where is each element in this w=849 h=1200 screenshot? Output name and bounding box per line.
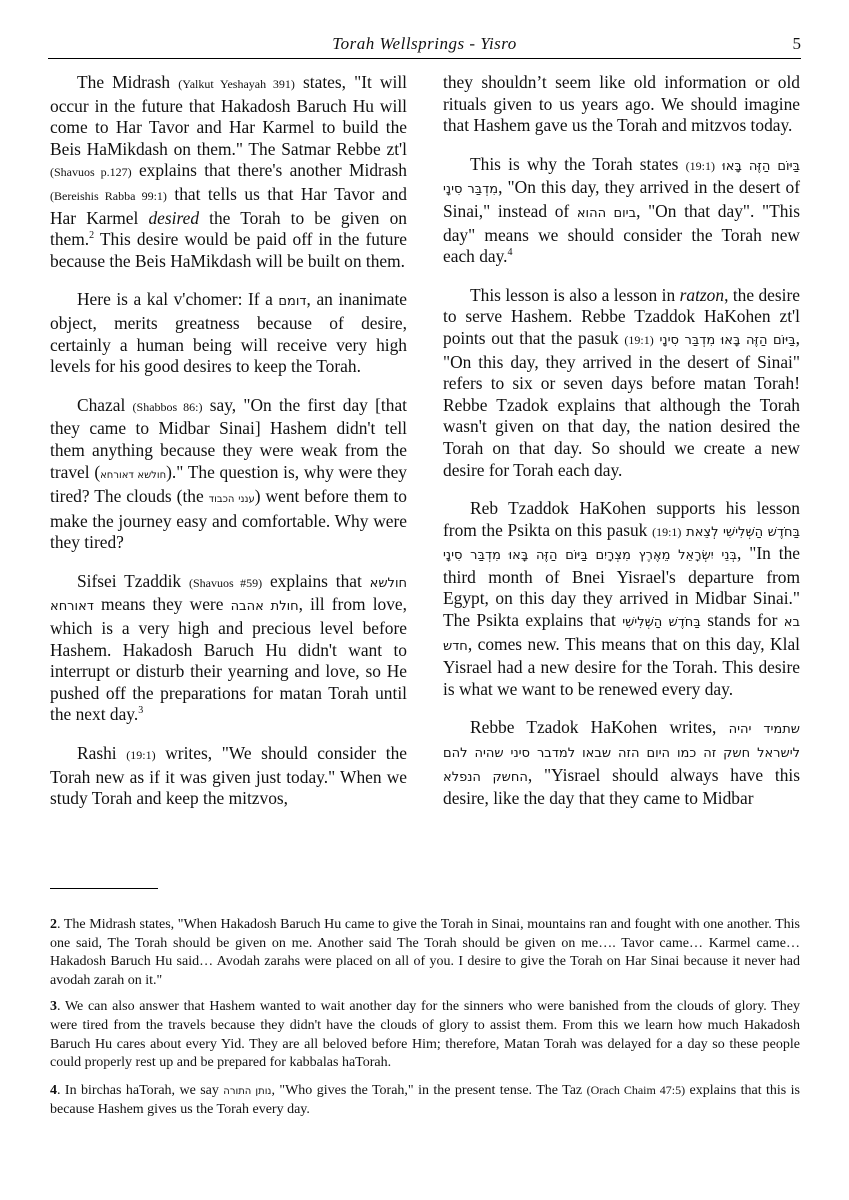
citation: (Yalkut Yeshayah 391) xyxy=(178,77,295,91)
citation: (19:1) xyxy=(126,748,156,763)
hebrew-text: נותן התורה xyxy=(223,1085,272,1097)
running-header xyxy=(48,34,801,58)
footnotes xyxy=(50,916,800,1128)
page-number: 5 xyxy=(792,34,801,53)
hebrew-text: חולשא דאורחא xyxy=(50,575,407,615)
citation: (19:1) xyxy=(652,524,682,539)
hebrew-text: חולת אהבה xyxy=(230,599,299,615)
citation: (Shavuos p.127) xyxy=(50,165,132,180)
hebrew-text: בַּיּוֹם הַזֶּה בָּאוּ מִדְבַּר סִינָי xyxy=(659,332,796,348)
footnote-number: 3 xyxy=(50,999,57,1015)
hebrew-text: ביום ההוא xyxy=(576,205,637,221)
right-column xyxy=(443,72,800,827)
hebrew-text: ענני הכבוד xyxy=(208,494,255,506)
footnote-ref-2[interactable]: 2 xyxy=(89,230,95,242)
hebrew-text: בַּחֹדֶשׁ הַשְּׁלִישִׁי לְצֵאת בְּנֵי יִשְׂרָאֵל מֵאֶרֶץ מִצְרָיִם בַּיּוֹם הַזֶּה בָּאוּ מִדְבַּר סִינָי xyxy=(443,524,800,564)
citation: (Orach Chaim 47:5) xyxy=(586,1082,686,1097)
left-column xyxy=(50,72,407,827)
footnote-3: 3. We can also answer that Hashem wanted to wait another day for the sinners who were banished from the clouds of glory. They were tired from the travels because they didn't have the clouds of glory to assist them. From this we learn how much Hakadosh Baruch Hu cares about every Yid. They are all beloved before Him; therefore, Matan Torah was delayed for a day so these people could properly rest up and be prepared for kabbalas haTorah. xyxy=(50,999,800,1071)
footnote-2: 2. The Midrash states, "When Hakadosh Baruch Hu came to give the Torah in Sinai, mountains ran and fought with one another. This one said, The Torah should be given on me. Another said The Torah should be given on me…. Tavor came… Karmel came… Hakadosh Baruch Hu said… Avodah zarahs were placed on all of you. I desire to give the Torah on Har Sinai because it never had avodah zarah on it." xyxy=(50,917,800,988)
paragraph-continued: they shouldn’t seem like old information or old rituals given to us years ago. We should imagine that Hashem gave us the Torah and mitzvos today. xyxy=(443,72,800,136)
footnote-ref-4[interactable]: 4 xyxy=(507,247,513,259)
citation: (Shabbos 86:) xyxy=(132,399,203,414)
paragraph-tzadok-writes: Rebbe Tzadok HaKohen writes, שתמיד יהיה לישראל חשק זה כמו היום הזה שבאו למדבר סיני שהיה להם החשק הנפלא, "Yisrael should always have this desire, like the day that they came to Midbar xyxy=(443,717,800,809)
footnote-number: 4 xyxy=(50,1082,57,1098)
paragraph-chazal: Chazal (Shabbos 86:) say, "On the first day [that they came to Midbar Sinai] Hashem didn't tell them anything because they were weak from the travel (חולשא דאורחא)." The question is, why were they tired? The clouds (the ענני הכבוד) went before them to make the journey easy and comfortable. Why were they tired? xyxy=(50,394,407,553)
hebrew-text: בַּיּוֹם הַזֶּה בָּאוּ מִדְבַּר סִינָי xyxy=(443,158,800,198)
hebrew-text: חולשא דאורחא xyxy=(100,469,167,481)
footnote-4: 4. In birchas haTorah, we say נותן התורה, "Who gives the Torah," in the present tense. The Taz (Orach Chaim 47:5) explains that this is because Hashem gives us the Torah every day. xyxy=(50,1082,800,1118)
paragraph-ratzon: This lesson is also a lesson in ratzon, the desire to serve Hashem. Rebbe Tzaddok HaKohen zt'l points out that the pasuk (19:1) בַּיּוֹם הַזֶּה בָּאוּ מִדְבַּר סִינָי, "On this day, they arrived in the desert of Sinai" refers to six or seven days before matan Torah! Rebbe Tzadok explains that although the Torah wasn't given on that day, the nation desired the Torah on that day. So should we create a new desire for Torah each day. xyxy=(443,284,800,480)
paragraph-psikta: Reb Tzaddok HaKohen supports his lesson from the Psikta on this pasuk (19:1) בַּחֹדֶשׁ הַשְּׁלִישִׁי לְצֵאת בְּנֵי יִשְׂרָאֵל מֵאֶרֶץ מִצְרָיִם בַּיּוֹם הַזֶּה בָּאוּ מִדְבַּר סִינָי, "In the third month of Bnei Yisrael's departure from Egypt, on this day they arrived in Midbar Sinai." The Psikta explains that בַּחֹדֶשׁ הַשְּׁלִישִׁי stands for בא חדש, comes new. This means that on this day, Klal Yisrael had a new desire for the Torah. This desire is what we want to be renewed every day. xyxy=(443,498,800,699)
paragraph-kal-vchomer: Here is a kal v'chomer: If a דומם, an inanimate object, merits greatness because of desire, certainly a human being will receive very high levels for his good desires to keep the Torah. xyxy=(50,289,407,377)
paragraph-torah-states: This is why the Torah states (19:1) בַּיּוֹם הַזֶּה בָּאוּ מִדְבַּר סִינָי, "On this day, they arrived in the desert of Sinai," instead of ביום ההוא, "On that day". "This day" means we should consider the Torah new each day.$^4$ xyxy=(443,153,800,267)
hebrew-text: דומם xyxy=(278,294,307,310)
hebrew-text: שתמיד יהיה לישראל חשק זה כמו היום הזה שבאו למדבר סיני שהיה להם החשק הנפלא xyxy=(443,722,800,785)
footnote-ref-3[interactable]: 3 xyxy=(138,705,144,717)
header-rule xyxy=(48,58,801,59)
paragraph-rashi: Rashi (19:1) writes, "We should consider the Torah new as if it was given just today." When we study Torah and keep the mitzvos, xyxy=(50,743,407,809)
paragraph-sifsei-tzaddik: Sifsei Tzaddik (Shavuos #59) explains that חולשא דאורחא means they were חולת אהבה, ill from love, which is a very high and precious level before Hashem. Hakadosh Baruch Hu didn't want to interrupt or disturb their yearning and love, so He pushed off the preparations for matan Torah until the next day.$^3$ xyxy=(50,570,407,725)
emphasis: desired xyxy=(148,207,200,228)
citation: (19:1) xyxy=(624,332,654,347)
running-title: Torah Wellsprings - Yisro xyxy=(332,34,517,53)
footnote-number: 2 xyxy=(50,917,57,932)
citation: (19:1) xyxy=(685,158,715,173)
citation: (Bereishis Rabba 99:1) xyxy=(50,188,167,203)
citation: (Shavuos #59) xyxy=(188,575,263,590)
hebrew-text: בַּחֹדֶשׁ הַשְּׁלִישִׁי xyxy=(622,615,701,631)
paragraph-midrash: The Midrash (Yalkut Yeshayah 391) states, "It will occur in the future that Hakadosh Baruch Hu will come to Har Tavor and Har Karmel to build the Beis HaMikdash on them." The Satmar Rebbe zt'l (Shavuos p.127) explains that there's another Midrash (Bereishis Rabba 99:1) that tells us that Har Tavor and Har Karmel desired the Torah to be given on them.$^2$ This desire would be paid off in the future because the Beis HaMikdash will be built on them. xyxy=(50,72,407,271)
hebrew-text: בא חדש xyxy=(443,615,800,654)
emphasis: ratzon xyxy=(679,284,725,305)
footnote-separator xyxy=(50,888,158,889)
